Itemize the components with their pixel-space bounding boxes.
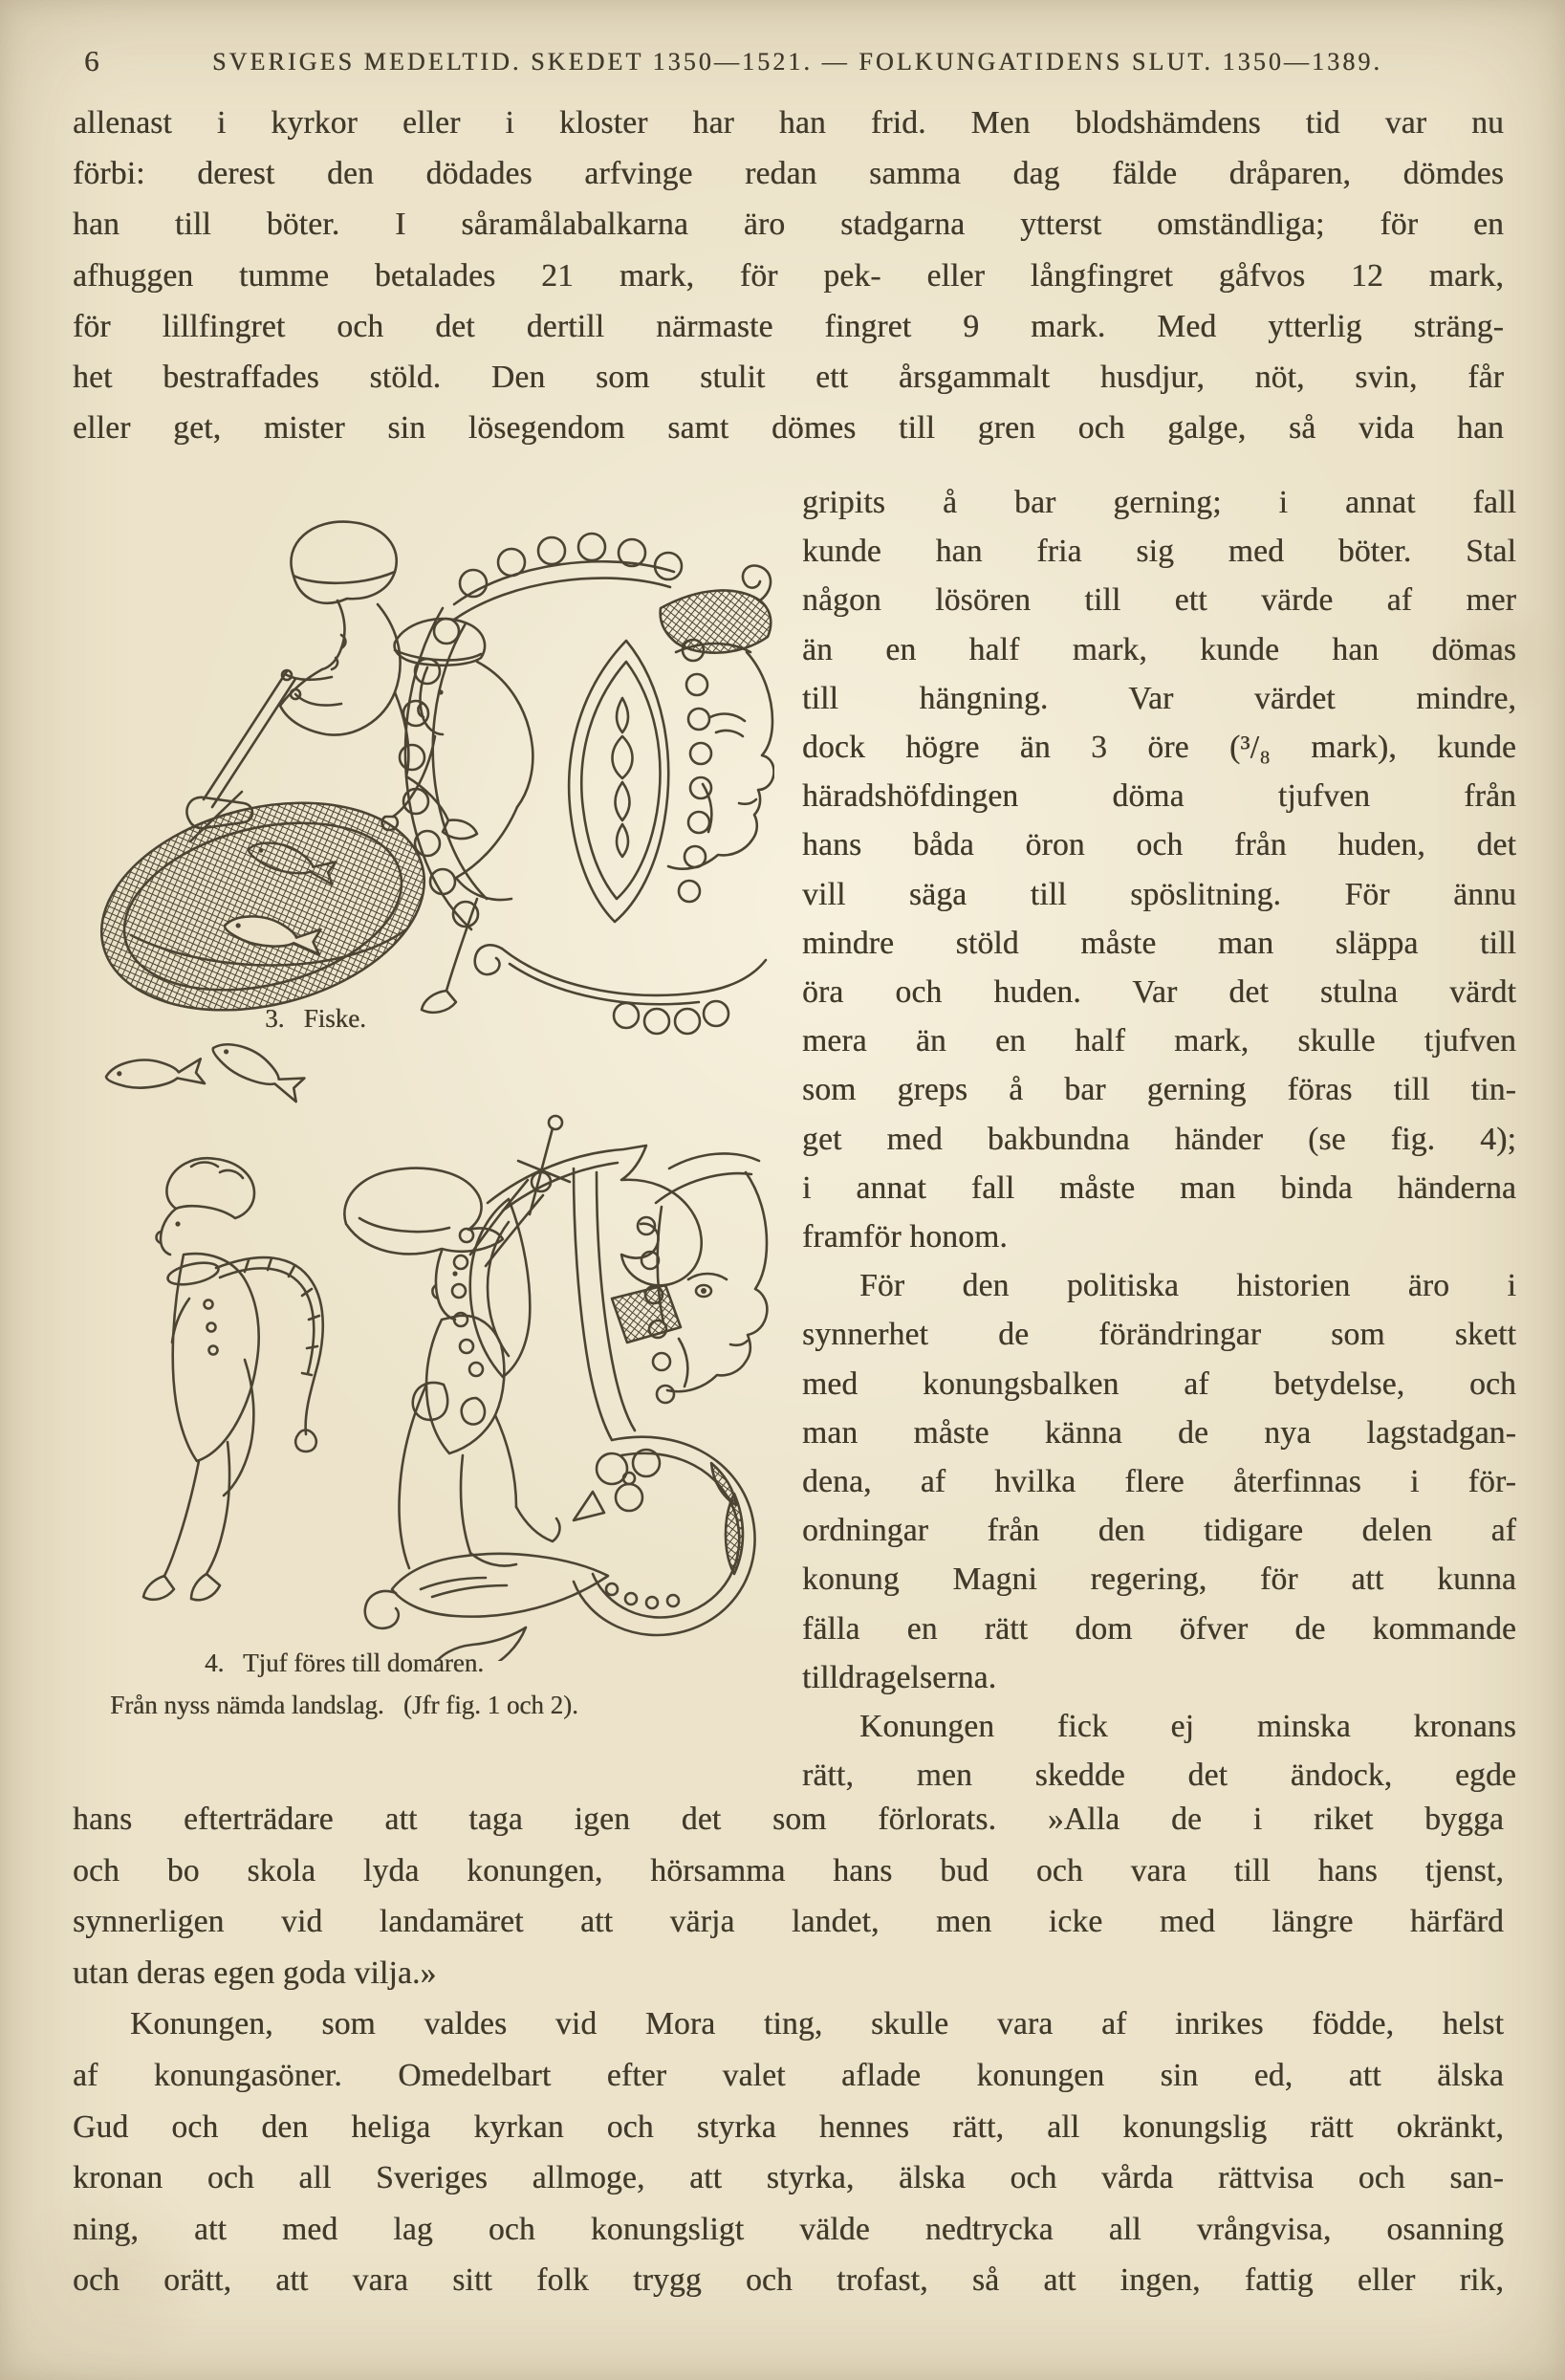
text-line: kronan och all Sveriges allmoge, att styrka, älska och vårda rättvisa och san- bbox=[73, 2160, 1504, 2196]
fig4-caption-title: 4. Tjuf föres till domaren. bbox=[205, 1649, 484, 1677]
paragraph-top bbox=[73, 98, 1504, 453]
text-line: han till böter. I såramålabalkarna äro stadgarna ytterst omständliga; för en bbox=[73, 207, 1504, 243]
text-line: mera än en half mark, skulle tjufven bbox=[802, 1023, 1516, 1059]
text-line: häradshöfdingen döma tjufven från bbox=[802, 778, 1516, 815]
leader-figure bbox=[344, 1116, 570, 1568]
text-line: eller get, mister sin lösegendom samt dömes till gren och galge, så vida han bbox=[73, 410, 1504, 447]
text-line: som greps å bar gerning föras till tin- bbox=[802, 1072, 1516, 1108]
fig3-woodcut-illustration bbox=[91, 516, 774, 1128]
text-line: ning, att med lag och konungsligt välde nedtrycka all vrångvisa, osanning bbox=[73, 2211, 1504, 2247]
text-line: och orätt, att vara sitt folk trygg och trofast, så att ingen, fattig eller rik, bbox=[73, 2262, 1504, 2299]
text-line: fälla en rätt dom öfver de kommande bbox=[802, 1610, 1516, 1647]
text-line: rätt, men skedde det ändock, egde bbox=[802, 1758, 1516, 1794]
text-line: För den politiska historien äro i bbox=[859, 1268, 1516, 1304]
text-line: förbi: derest den dödades arfvinge redan samma dag fälde dråparen, dömdes bbox=[73, 156, 1504, 192]
text-line: konung Magni regering, för att kunna bbox=[802, 1561, 1516, 1598]
text-line: med konungsbalken af betydelse, och bbox=[802, 1365, 1516, 1402]
text-line: af konungasöner. Omedelbart efter valet aflade konungen sin ed, att älska bbox=[73, 2057, 1504, 2093]
text-line: ordningar från den tidigare delen af bbox=[802, 1513, 1516, 1549]
running-header: SVERIGES MEDELTID. SKEDET 1350—1521. — FOLKUNGATIDENS SLUT. 1350—1389. bbox=[212, 48, 1383, 76]
text-line: kunde han fria sig med böter. Stal bbox=[802, 534, 1516, 570]
text-line: synnerhet de förändringar som skett bbox=[802, 1317, 1516, 1353]
page-number: 6 bbox=[84, 44, 99, 77]
text-line: Gud och den heliga kyrkan och styrka hennes rätt, all konungslig rätt okränkt, bbox=[73, 2108, 1504, 2145]
fig3-caption: 3. Fiske. bbox=[265, 1004, 366, 1033]
paragraph-column bbox=[802, 478, 1516, 1800]
text-line: mindre stöld måste man släppa till bbox=[802, 925, 1516, 961]
text-line: för lillfingret och det dertill närmaste fingret 9 mark. Med ytterlig sträng- bbox=[73, 308, 1504, 344]
text-line: i annat fall måste man binda händerna bbox=[802, 1169, 1516, 1206]
text-line: allenast i kyrkor eller i kloster har han frid. Men blodshämdens tid var nu bbox=[73, 105, 1504, 141]
text-line: framför honom. bbox=[802, 1219, 1008, 1256]
text-line: man måste känna de nya lagstadgan- bbox=[802, 1414, 1516, 1451]
thief-figure bbox=[143, 1158, 259, 1600]
text-line: än en half mark, kunde han dömas bbox=[802, 631, 1516, 667]
text-line: öra och huden. Var det stulna värdt bbox=[802, 974, 1516, 1011]
text-line: gripits å bar gerning; i annat fall bbox=[802, 485, 1516, 520]
text-line: dock högre än 3 öre (³/₈ mark), kunde bbox=[802, 730, 1516, 766]
text-line: hans båda öron och från huden, det bbox=[802, 827, 1516, 863]
fishing-net bbox=[91, 771, 446, 1041]
fig4-woodcut-illustration bbox=[76, 1111, 774, 1661]
net-pole bbox=[204, 671, 295, 807]
text-line: vill säga till spöslitning. För ännu bbox=[802, 876, 1516, 912]
fisherman-figure bbox=[280, 522, 477, 839]
text-line: och bo skola lyda konungen, hörsamma hans bud och vara till hans tjenst, bbox=[73, 1852, 1504, 1889]
fish bbox=[105, 1055, 205, 1092]
paragraph-bottom bbox=[73, 1794, 1504, 2306]
text-line: Konungen, som valdes vid Mora ting, skulle vara af inrikes födde, helst bbox=[130, 2006, 1504, 2042]
text-line: hans efterträdare att taga igen det som förlorats. »Alla de i riket bygga bbox=[73, 1801, 1504, 1837]
text-line: synnerligen vid landamäret att värja landet, men icke med längre härfärd bbox=[73, 1904, 1504, 1940]
text-line: get med bakbundna händer (se fig. 4); bbox=[802, 1121, 1516, 1157]
text-line: Konungen fick ej minska kronans bbox=[859, 1709, 1516, 1745]
fish bbox=[206, 1036, 307, 1102]
text-line: dena, af hvilka flere återfinnas i för- bbox=[802, 1464, 1516, 1500]
text-line: afhuggen tumme betalades 21 mark, för pek- eller långfingret gåfvos 12 mark, bbox=[73, 257, 1504, 294]
text-line: till hängning. Var värdet mindre, bbox=[802, 680, 1516, 716]
profile-face bbox=[656, 1153, 767, 1391]
fig4-caption-source: Från nyss nämda landslag. (Jfr fig. 1 och 2). bbox=[110, 1691, 578, 1719]
text-line: tilldragelserna. bbox=[802, 1659, 997, 1695]
rope bbox=[216, 1257, 323, 1452]
profile-face bbox=[668, 644, 774, 869]
text-line: någon lösören till ett värde af mer bbox=[802, 582, 1516, 619]
text-line: het bestraffades stöld. Den som stulit ett årsgammalt husdjur, nöt, svin, får bbox=[73, 360, 1504, 396]
ornamental-initial bbox=[365, 1146, 755, 1661]
text-line: utan deras egen goda vilja.» bbox=[73, 1954, 437, 1991]
